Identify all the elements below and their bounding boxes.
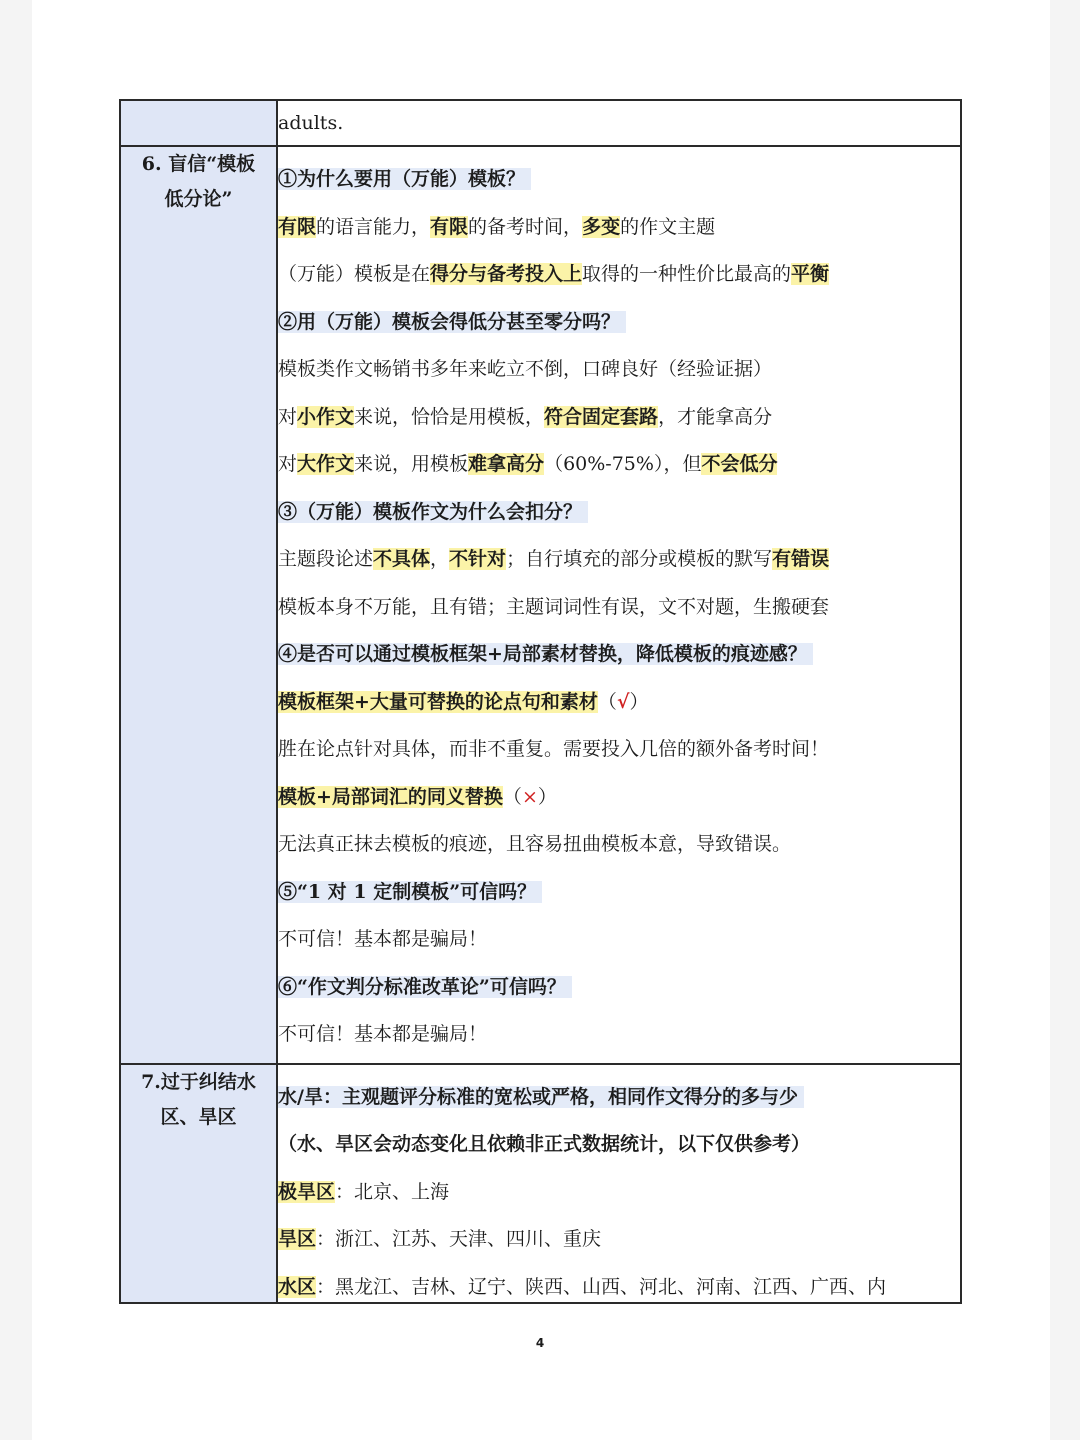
section-7-label-line-1: 7.过于纠结水	[141, 1070, 256, 1093]
text-line: 模板本身不万能，且有错；主题词词性有误，文不对题，生搬硬套	[278, 595, 830, 618]
text-line: 模板框架+大量可替换的论点句和素材（√）	[278, 690, 649, 713]
question-4: ④是否可以通过模板框架+局部素材替换，降低模板的痕迹感？	[278, 631, 960, 679]
question-water-dry: 水/旱：主观题评分标准的宽松或严格，相同作文得分的多与少	[278, 1074, 960, 1122]
section-7-content	[277, 1064, 961, 1303]
table-row-section-7	[120, 1064, 961, 1303]
text-line: 模板类作文畅销书多年来屹立不倒，口碑良好（经验证据）	[278, 358, 773, 380]
text-line: 胜在论点针对具体，而非不重复。需要投入几倍的额外备考时间！	[278, 738, 830, 760]
text-line: 不可信！基本都是骗局！	[278, 928, 488, 950]
section-6-content	[277, 146, 961, 1064]
text-line: 旱区：浙江、江苏、天津、四川、重庆	[278, 1228, 602, 1250]
text-line: （万能）模板是在得分与备考投入上取得的一种性价比最高的平衡	[278, 263, 830, 285]
text-line: 水区：黑龙江、吉林、辽宁、陕西、山西、河北、河南、江西、广西、内	[278, 1275, 887, 1298]
section-7-label-line-2: 区、旱区	[160, 1105, 237, 1128]
text-line: 极旱区：北京、上海	[278, 1180, 450, 1203]
text-line: 有限的语言能力，有限的备考时间，多变的作文主题	[278, 215, 716, 238]
text-line: 对大作文来说，用模板难拿高分（60%-75%），但不会低分	[278, 453, 778, 475]
content-table	[119, 99, 962, 1304]
text-line: 模板+局部词汇的同义替换（×）	[278, 785, 557, 808]
section-7-label	[120, 1064, 277, 1303]
check-mark-icon: √	[616, 690, 630, 713]
question-6: ⑥“作文判分标准改革论”可信吗？	[278, 964, 960, 1012]
row-label-empty	[120, 100, 277, 146]
text-line: 对小作文来说，恰恰是用模板，符合固定套路，才能拿高分	[278, 405, 773, 428]
row-content	[277, 100, 961, 146]
question-3: ③（万能）模板作文为什么会扣分？	[278, 489, 960, 537]
section-6-label-line-1: 6. 盲信“模板	[141, 153, 256, 175]
text-line: （水、旱区会动态变化且依赖非正式数据统计，以下仅供参考）	[278, 1133, 811, 1155]
page-number: 4	[535, 1336, 545, 1350]
question-2: ②用（万能）模板会得低分甚至零分吗？	[278, 299, 960, 347]
cross-mark-icon: ×	[521, 785, 538, 808]
table-row	[120, 100, 961, 146]
text-line: adults.	[278, 112, 344, 134]
text-line: 不可信！基本都是骗局！	[278, 1023, 488, 1045]
question-5: ⑤“1 对 1 定制模板”可信吗？	[278, 869, 960, 917]
section-6-label	[120, 146, 277, 1064]
text-line: 主题段论述不具体，不针对；自行填充的部分或模板的默写有错误	[278, 548, 830, 570]
section-6-label-line-2: 低分论”	[164, 188, 233, 210]
question-1: ①为什么要用（万能）模板？	[278, 156, 960, 204]
text-line: 无法真正抹去模板的痕迹，且容易扭曲模板本意，导致错误。	[278, 833, 792, 855]
table-row-section-6	[120, 146, 961, 1064]
